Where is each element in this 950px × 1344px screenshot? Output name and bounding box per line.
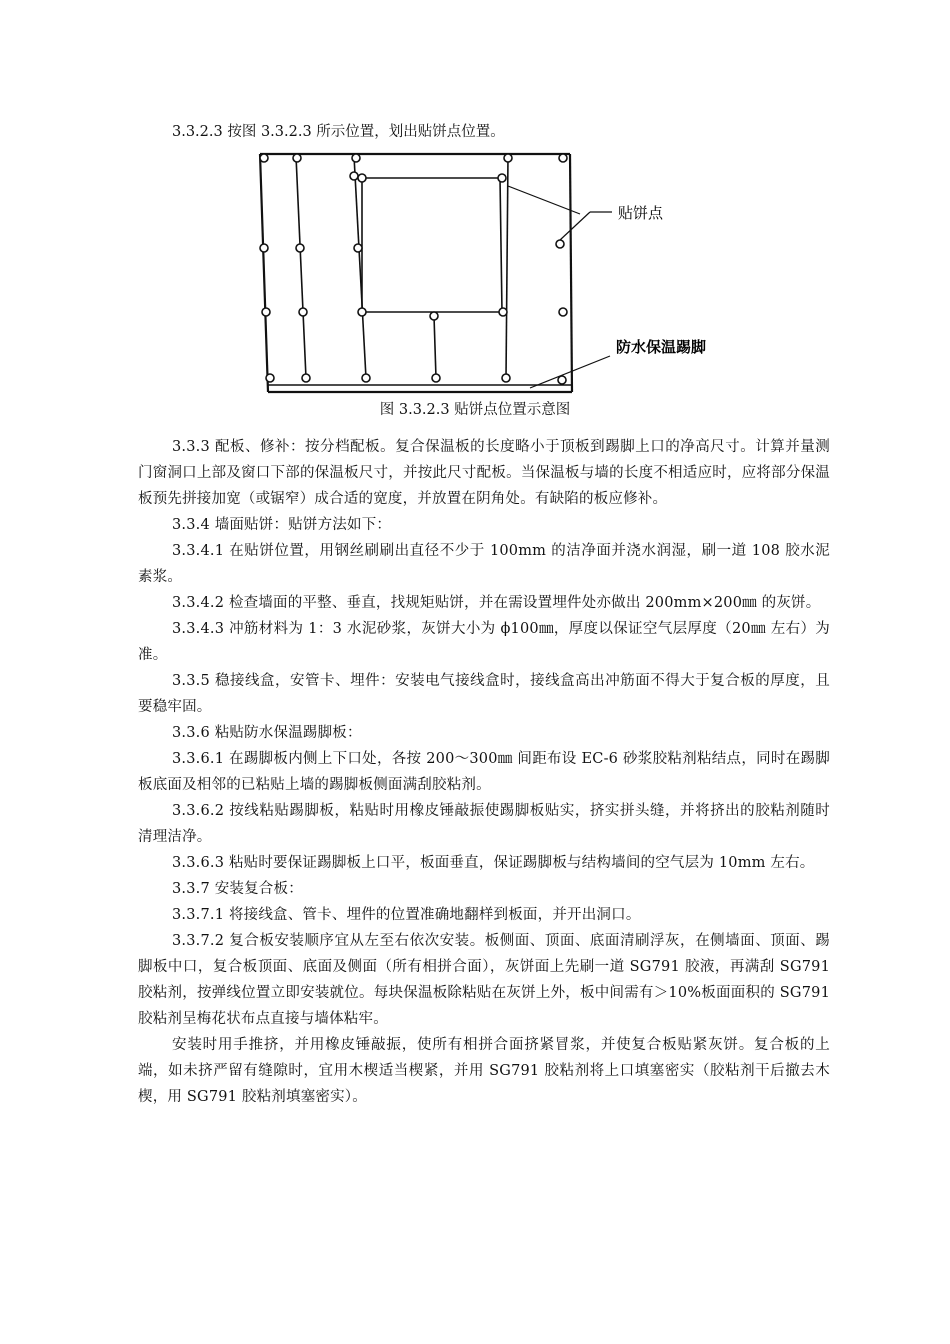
- bonding-point: [354, 244, 362, 252]
- bonding-point: [358, 308, 366, 316]
- bonding-points-diagram: [250, 148, 730, 398]
- paragraph: 3.3.7 安装复合板：: [172, 881, 303, 897]
- bonding-point: [502, 374, 510, 382]
- bonding-point: [504, 154, 512, 162]
- bonding-point: [352, 154, 360, 162]
- joint-line: [354, 156, 366, 378]
- body-text: [138, 434, 830, 1110]
- joint-line: [296, 156, 306, 378]
- bonding-point: [432, 374, 440, 382]
- bonding-point: [556, 240, 564, 248]
- bonding-point: [559, 154, 567, 162]
- paragraph: 3.3.7.2 复合板安装顺序宜从左至右依次安装。板侧面、顶面、底面清刷浮灰，在侧墙面、顶面、踢脚板中口，复合板顶面、底面及侧面（所有相拼合面），灰饼面上先刷一道 SG791 胶液，再满刮 SG791 胶粘剂，按弹线位置立即安装就位。每块保温板除粘贴在灰饼上外，板中间需有＞10%板面面积的 SG791 胶粘剂呈梅花状布点直接与墙体粘牢。: [138, 933, 830, 1027]
- bonding-point: [260, 244, 268, 252]
- bonding-point: [559, 308, 567, 316]
- paragraph: 3.3.3 配板、修补：按分档配板。复合保温板的长度略小于顶板到踢脚上口的净高尺寸。计算并量测门窗洞口上部及窗口下部的保温板尺寸，并按此尺寸配板。当保温板与墙的长度不相适应时，应将部分保温板预先拼接加宽（或锯窄）成合适的宽度，并放置在阴角处。有缺陷的板应修补。: [138, 439, 830, 507]
- bonding-point: [499, 308, 507, 316]
- figure-caption: 图 3.3.2.3 贴饼点位置示意图: [379, 402, 571, 418]
- label-baseboard: 防水保温踢脚: [616, 338, 707, 356]
- paragraph: 3.3.6.1 在踢脚板内侧上下口处，各按 200～300㎜ 间距布设 EC-6 砂浆胶粘剂粘结点，同时在踢脚板底面及相邻的已粘贴上墙的踢脚板侧面满刮胶粘剂。: [138, 751, 830, 793]
- wall-left-edge: [260, 154, 268, 392]
- paragraph: 3.3.4.1 在贴饼位置，用钢丝刷刷出直径不少于 100mm 的洁净面并浇水润湿，刷一道 108 胶水泥素浆。: [138, 543, 830, 585]
- label-bonding-points: 贴饼点: [618, 204, 664, 222]
- bonding-point: [558, 376, 566, 384]
- leader-line: [530, 356, 610, 388]
- joint-line: [506, 156, 508, 378]
- paragraph: 安装时用手推挤，并用橡皮锤敲振，使所有相拼合面挤紧冒浆，并使复合板贴紧灰饼。复合板的上端，如未挤严留有缝隙时，宜用木楔适当楔紧，并用 SG791 胶粘剂将上口填塞密实（胶粘剂干后撤去木楔，用 SG791 胶粘剂填塞密实）。: [138, 1037, 830, 1105]
- bonding-point: [296, 244, 304, 252]
- wall-right-edge: [570, 154, 572, 392]
- bonding-point: [430, 312, 438, 320]
- bonding-point: [299, 308, 307, 316]
- paragraph: 3.3.6.3 粘贴时要保证踢脚板上口平，板面垂直，保证踢脚板与结构墙间的空气层为 10mm 左右。: [172, 855, 815, 871]
- figure-diagram: [250, 148, 730, 398]
- bonding-point: [350, 172, 358, 180]
- leader-line: [508, 186, 580, 214]
- bonding-point: [293, 154, 301, 162]
- paragraph: 3.3.4.2 检查墙面的平整、垂直，找规矩贴饼，并在需设置埋件处亦做出 200mm×200㎜ 的灰饼。: [172, 595, 821, 611]
- paragraph: 3.3.6.2 按线粘贴踢脚板，粘贴时用橡皮锤敲振使踢脚板贴实，挤实拼头缝，并将挤出的胶粘剂随时清理洁净。: [138, 803, 830, 845]
- bonding-point: [358, 174, 366, 182]
- paragraph: 3.3.5 稳接线盒，安管卡、埋件：安装电气接线盒时，接线盒高出冲筋面不得大于复合板的厚度，且要稳牢固。: [138, 673, 830, 715]
- joint-line: [434, 316, 436, 378]
- bonding-point: [362, 374, 370, 382]
- bonding-point: [262, 308, 270, 316]
- paragraph: 3.3.7.1 将接线盒、管卡、埋件的位置准确地翻样到板面，并开出洞口。: [172, 907, 641, 923]
- paragraph: 3.3.4.3 冲筋材料为 1：3 水泥砂浆，灰饼大小为 ϕ100㎜，厚度以保证空气层厚度（20㎜ 左右）为准。: [138, 621, 830, 663]
- paragraph: 3.3.4 墙面贴饼：贴饼方法如下：: [172, 517, 392, 533]
- paragraph: 3.3.6 粘贴防水保温踢脚板：: [172, 725, 362, 741]
- leader-line: [560, 212, 590, 240]
- bonding-point: [266, 374, 274, 382]
- bonding-point: [260, 154, 268, 162]
- window-right: [500, 178, 502, 312]
- section-heading: 3.3.2.3 按图 3.3.2.3 所示位置，划出贴饼点位置。: [172, 124, 505, 140]
- bonding-point: [498, 174, 506, 182]
- bonding-point: [302, 374, 310, 382]
